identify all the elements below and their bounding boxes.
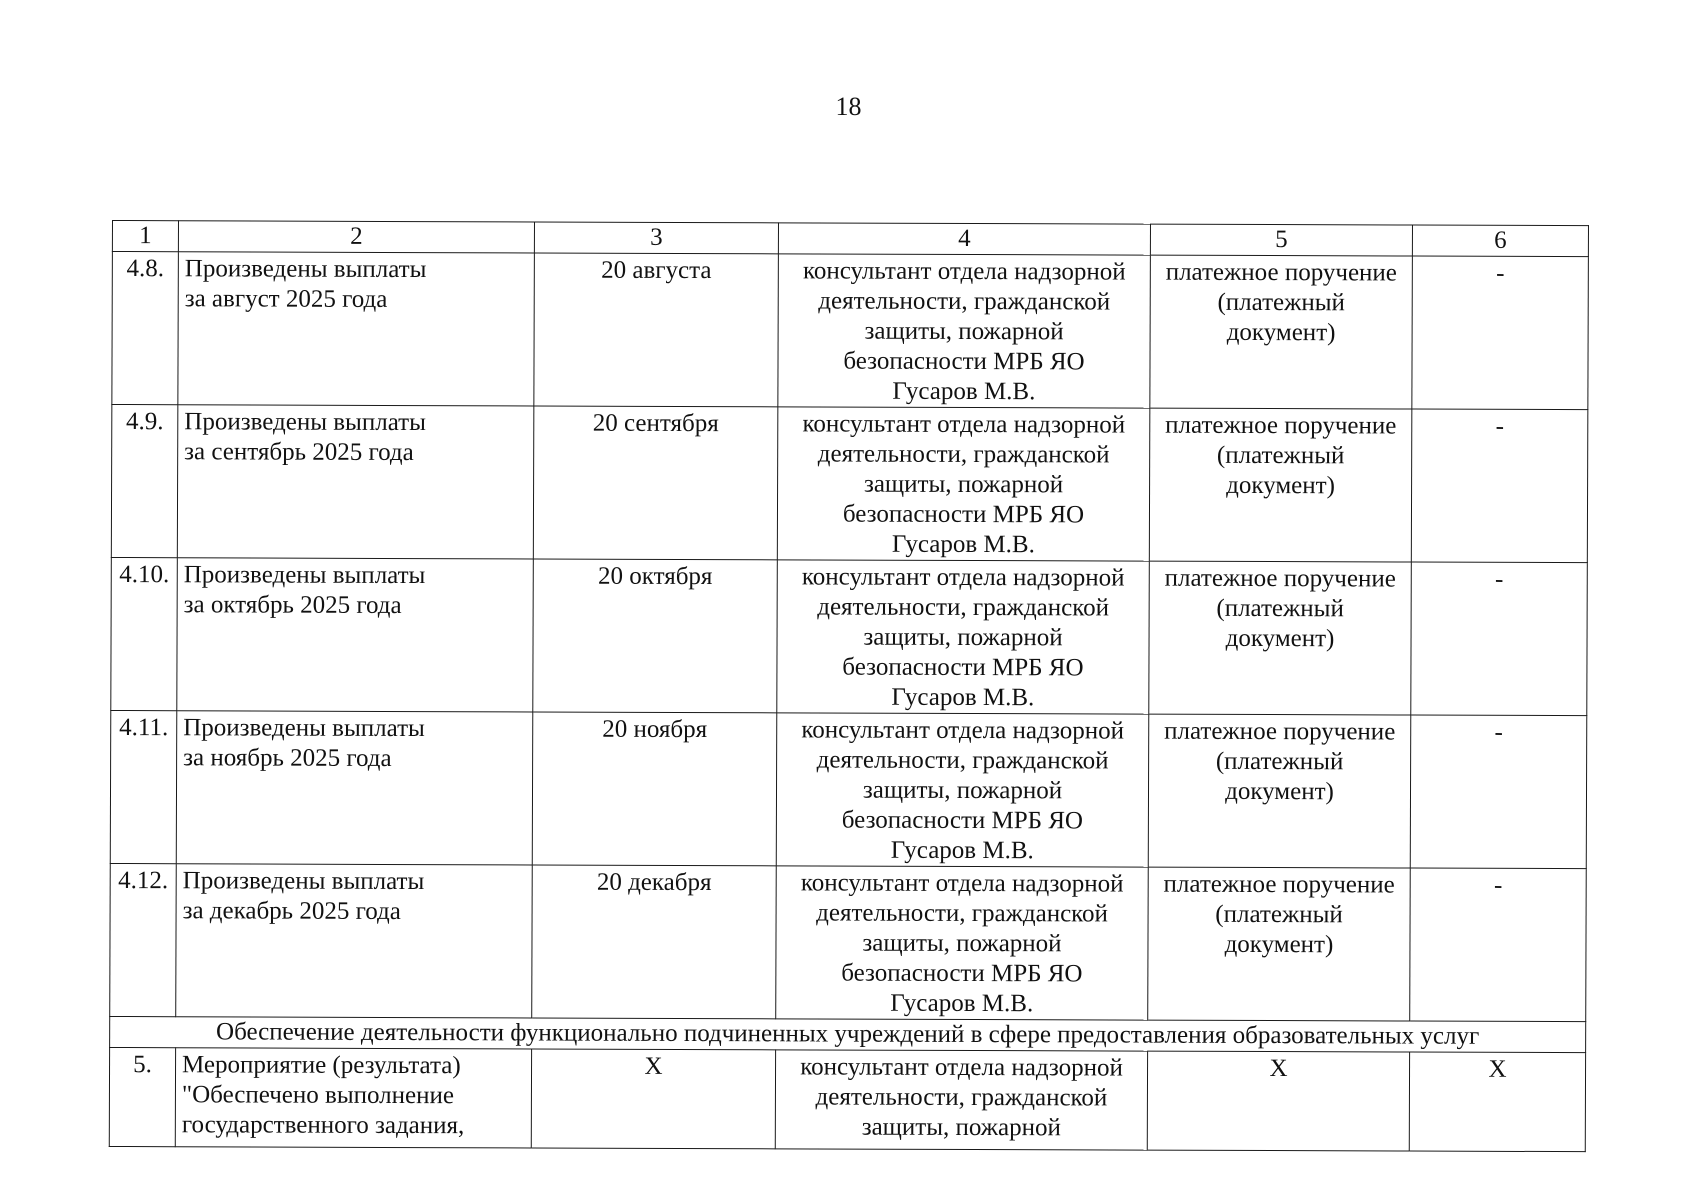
page-number: 18 bbox=[835, 92, 862, 121]
column-header: 1 bbox=[112, 221, 178, 252]
table-row bbox=[109, 1047, 1585, 1151]
row-number: 4.8. bbox=[112, 252, 179, 405]
column-header: 6 bbox=[1412, 225, 1588, 257]
row-responsible: консультант отдела надзорной деятельности, гражданской защиты, пожарной безопасности МРБ ЯО Гусаров М.В. bbox=[777, 560, 1150, 714]
row-responsible: консультант отдела надзорной деятельности, гражданской защиты, пожарной безопасности МРБ ЯО Гусаров М.В. bbox=[778, 254, 1151, 408]
plan-table bbox=[109, 220, 1589, 1152]
row-name: Мероприятие (результата) "Обеспечено выполнение государственного задания, bbox=[175, 1048, 531, 1148]
table-row bbox=[110, 863, 1587, 1021]
section-header-row bbox=[110, 1016, 1586, 1052]
row-name: Произведены выплаты за декабрь 2025 года bbox=[176, 864, 533, 1018]
row-name: Произведены выплаты за ноябрь 2025 года bbox=[176, 711, 533, 865]
row-number: 4.12. bbox=[110, 863, 177, 1016]
row-number: 4.11. bbox=[110, 710, 177, 863]
row-date: 20 октября bbox=[533, 559, 778, 713]
row-document: платежное поручение (платежный документ) bbox=[1148, 714, 1411, 868]
column-header: 2 bbox=[178, 221, 534, 253]
row-date: 20 декабря bbox=[532, 865, 777, 1019]
row-number: 4.9. bbox=[111, 405, 178, 558]
row-note: - bbox=[1410, 868, 1587, 1022]
row-note: Х bbox=[1409, 1052, 1585, 1152]
row-responsible: консультант отдела надзорной деятельности, гражданской защиты, пожарной безопасности МРБ ЯО Гусаров М.В. bbox=[776, 866, 1149, 1020]
column-header: 5 bbox=[1150, 224, 1412, 256]
row-date: Х bbox=[531, 1049, 775, 1149]
table-header-row bbox=[112, 221, 1588, 257]
row-number: 4.10. bbox=[111, 557, 178, 710]
row-document: платежное поручение (платежный документ) bbox=[1149, 561, 1412, 715]
row-date: 20 сентября bbox=[533, 406, 778, 560]
row-note: - bbox=[1411, 562, 1588, 716]
row-name: Произведены выплаты за сентябрь 2025 года bbox=[177, 405, 534, 559]
row-date: 20 ноября bbox=[532, 712, 777, 866]
row-responsible: консультант отдела надзорной деятельности, гражданской защиты, пожарной безопасности МРБ ЯО Гусаров М.В. bbox=[776, 713, 1149, 867]
row-name: Произведены выплаты за октябрь 2025 года bbox=[177, 558, 534, 712]
column-header: 3 bbox=[534, 222, 778, 254]
table-row bbox=[110, 710, 1587, 868]
row-note: - bbox=[1411, 409, 1588, 563]
table-row bbox=[111, 405, 1588, 563]
table-row bbox=[111, 557, 1588, 715]
row-document: платежное поручение (платежный документ) bbox=[1148, 867, 1411, 1021]
row-name: Произведены выплаты за август 2025 года bbox=[178, 252, 535, 406]
section-title: Обеспечение деятельности функционально подчиненных учреждений в сфере предоставления образовательных услуг bbox=[110, 1016, 1586, 1052]
row-number: 5. bbox=[109, 1047, 175, 1146]
row-document: платежное поручение (платежный документ) bbox=[1149, 408, 1412, 562]
row-date: 20 августа bbox=[534, 253, 779, 407]
row-responsible: консультант отдела надзорной деятельности, гражданской защиты, пожарной безопасности МРБ ЯО Гусаров М.В. bbox=[777, 407, 1150, 561]
column-header: 4 bbox=[778, 223, 1150, 255]
row-responsible: консультант отдела надзорной деятельности, гражданской защиты, пожарной bbox=[775, 1050, 1147, 1150]
row-document: платежное поручение (платежный документ) bbox=[1150, 255, 1413, 409]
row-document: Х bbox=[1147, 1051, 1409, 1151]
row-note: - bbox=[1412, 256, 1589, 410]
table-row bbox=[112, 252, 1589, 410]
row-note: - bbox=[1410, 715, 1587, 869]
